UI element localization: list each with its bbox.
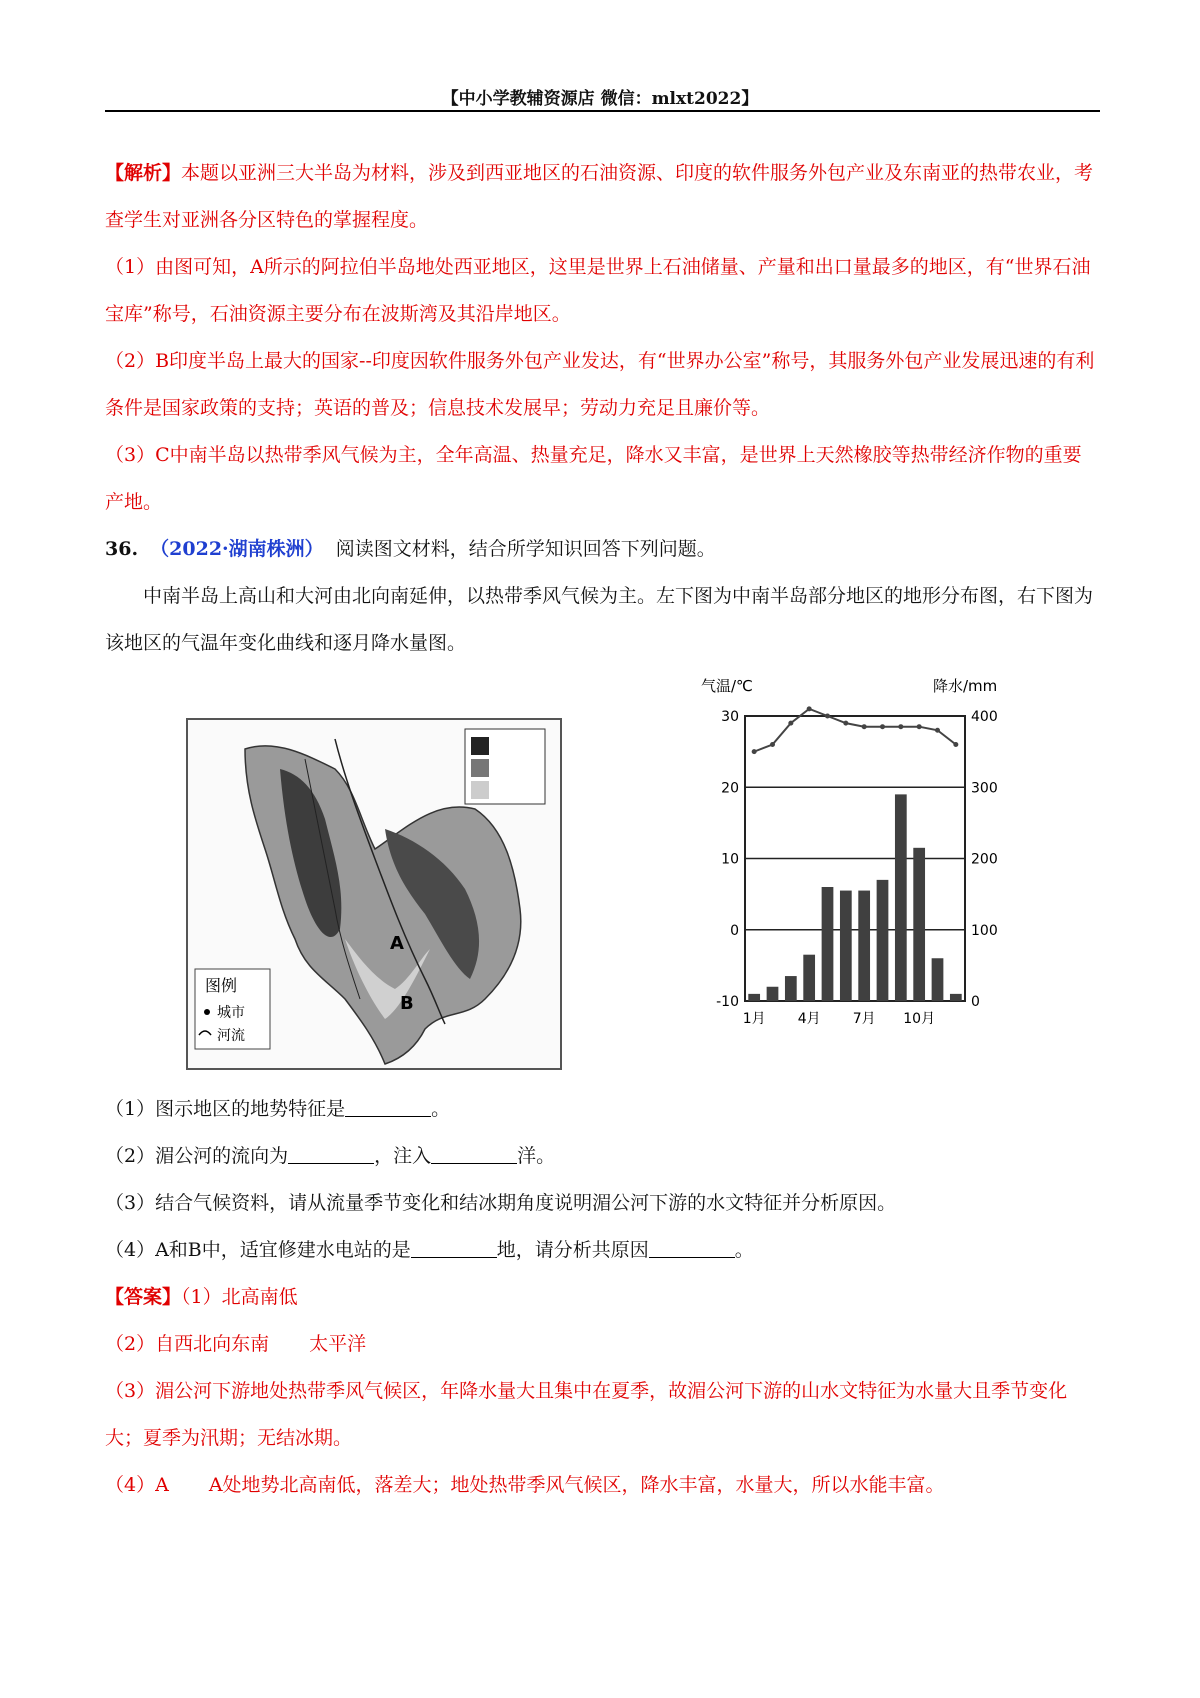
document-body [105, 150, 1100, 1509]
answer-2 [105, 1321, 1100, 1368]
answer-2-a: （2）自西北向东南 [105, 1333, 270, 1355]
answer-2-b: 太平洋 [309, 1333, 367, 1355]
precip-bar [858, 891, 870, 1001]
precip-bar [748, 994, 760, 1001]
q4-mid: 地，请分析共原因 [496, 1239, 649, 1261]
left-tick-label: 0 [730, 922, 739, 939]
answer-tag: 【答案】 [105, 1286, 182, 1308]
temperature-point [770, 742, 775, 747]
analysis-tag: 【解析】 [105, 162, 182, 184]
x-tick-label: 1月 [742, 1011, 766, 1027]
x-tick-label: 4月 [797, 1011, 821, 1027]
legend-swatch-mid [471, 759, 489, 777]
map-label-b: B [400, 993, 414, 1014]
right-tick-label: 0 [971, 994, 980, 1010]
precip-bar [803, 955, 815, 1001]
sub-question-4 [105, 1227, 1100, 1274]
terrain-map-figure [185, 679, 565, 1074]
right-tick-label: 200 [971, 851, 998, 868]
question-header [105, 526, 1100, 573]
precip-bar [767, 987, 779, 1001]
x-tick-label: 10月 [903, 1011, 936, 1027]
answer-1-text: （1）北高南低 [181, 1286, 298, 1308]
answer-blank[interactable] [649, 1238, 735, 1258]
temperature-point [917, 724, 922, 729]
temperature-point [788, 721, 793, 726]
precip-bar [785, 976, 797, 1001]
map-legend-river: 河流 [217, 1028, 245, 1044]
map-label-a: A [390, 933, 404, 954]
q4-end: 。 [734, 1239, 754, 1261]
analysis-intro-text: 本题以亚洲三大半岛为材料，涉及到西亚地区的石油资源、印度的软件服务外包产业及东南亚的热带农业，考查学生对亚洲各分区特色的掌握程度。 [105, 162, 1094, 231]
left-tick-label: -10 [716, 994, 739, 1010]
legend-swatch-low [471, 781, 489, 799]
sub-question-3: （3）结合气候资料，请从流量季节变化和结冰期角度说明湄公河下游的水文特征并分析原因。 [105, 1192, 897, 1214]
analysis-point-1: （1）由图可知，A所示的阿拉伯半岛地处西亚地区，这里是世界上石油储量、产量和出口量最多的地区，有“世界石油宝库”称号，石油资源主要分布在波斯湾及其沿岸地区。 [105, 256, 1091, 325]
temperature-point [843, 721, 848, 726]
q1-text: （1）图示地区的地势特征是 [105, 1098, 346, 1120]
analysis-intro [105, 150, 1100, 244]
temperature-point [953, 742, 958, 747]
x-tick-label: 7月 [852, 1011, 876, 1027]
temperature-point [752, 749, 757, 754]
legend-swatch-high [471, 737, 489, 755]
answer-4-b: A处地势北高南低，落差大；地处热带季风气候区，降水丰富，水量大，所以水能丰富。 [208, 1474, 945, 1496]
map-legend-title: 图例 [205, 976, 238, 995]
answer-blank[interactable] [288, 1144, 374, 1164]
q2-mid: ，注入 [374, 1145, 432, 1167]
answer-1 [105, 1274, 1100, 1321]
analysis-point-2: （2）B印度半岛上最大的国家--印度因软件服务外包产业发达，有“世界办公室”称号，其服务外包产业发展迅速的有利条件是国家政策的支持；英语的普及；信息技术发展早；劳动力充足且廉价等。 [105, 350, 1095, 419]
answer-4 [105, 1462, 1100, 1509]
question-material: 中南半岛上高山和大河由北向南延伸，以热带季风气候为主。左下图为中南半岛部分地区的地形分布图，右下图为该地区的气温年变化曲线和逐月降水量图。 [105, 585, 1094, 654]
temperature-point [825, 714, 830, 719]
left-tick-label: 20 [721, 780, 739, 797]
left-axis-label: 气温/℃ [701, 677, 753, 695]
q1-end: 。 [431, 1098, 451, 1120]
q4-text: （4）A和B中，适宜修建水电站的是 [105, 1239, 411, 1261]
temperature-point [935, 728, 940, 733]
map-legend-city: 城市 [217, 1005, 245, 1021]
right-tick-label: 300 [971, 780, 998, 797]
header-rule [105, 110, 1100, 112]
sub-question-2 [105, 1133, 1100, 1180]
temperature-point [880, 724, 885, 729]
precip-bar [950, 994, 962, 1001]
q2-end: 洋。 [517, 1145, 556, 1167]
left-tick-label: 10 [721, 851, 739, 868]
temperature-point [807, 706, 812, 711]
question-source: （2022·湖南株洲） [150, 538, 324, 560]
page-header: 【中小学教辅资源店 微信：mlxt2022】 [441, 89, 759, 109]
precip-bar [932, 958, 944, 1001]
right-tick-label: 400 [971, 709, 998, 725]
answer-blank[interactable] [411, 1238, 497, 1258]
climate-chart [695, 671, 1035, 1081]
precip-bar [877, 880, 889, 1001]
question-number: 36. [105, 538, 139, 560]
temperature-point [898, 724, 903, 729]
right-axis-label: 降水/mm [933, 677, 998, 695]
precip-bar [822, 887, 834, 1001]
figures-row [105, 671, 1100, 1086]
analysis-point-3: （3）C中南半岛以热带季风气候为主，全年高温、热量充足，降水又丰富，是世界上天然橡胶等热带经济作物的重要产地。 [105, 444, 1082, 513]
city-dot-icon [204, 1009, 210, 1015]
answer-4-a: （4）A [105, 1474, 169, 1496]
answer-3: （3）湄公河下游地处热带季风气候区，年降水量大且集中在夏季，故湄公河下游的山水文特征为水量大且季节变化大；夏季为汛期；无结冰期。 [105, 1380, 1068, 1449]
temperature-point [862, 724, 867, 729]
right-tick-label: 100 [971, 922, 998, 939]
sub-question-1 [105, 1086, 1100, 1133]
q2-text: （2）湄公河的流向为 [105, 1145, 289, 1167]
answer-blank[interactable] [431, 1144, 517, 1164]
precip-bar [840, 891, 852, 1001]
left-tick-label: 30 [721, 709, 739, 725]
precip-bar [913, 848, 925, 1001]
question-prompt: 阅读图文材料，结合所学知识回答下列问题。 [335, 538, 716, 560]
answer-blank[interactable] [345, 1097, 431, 1117]
precip-bar [895, 794, 907, 1001]
